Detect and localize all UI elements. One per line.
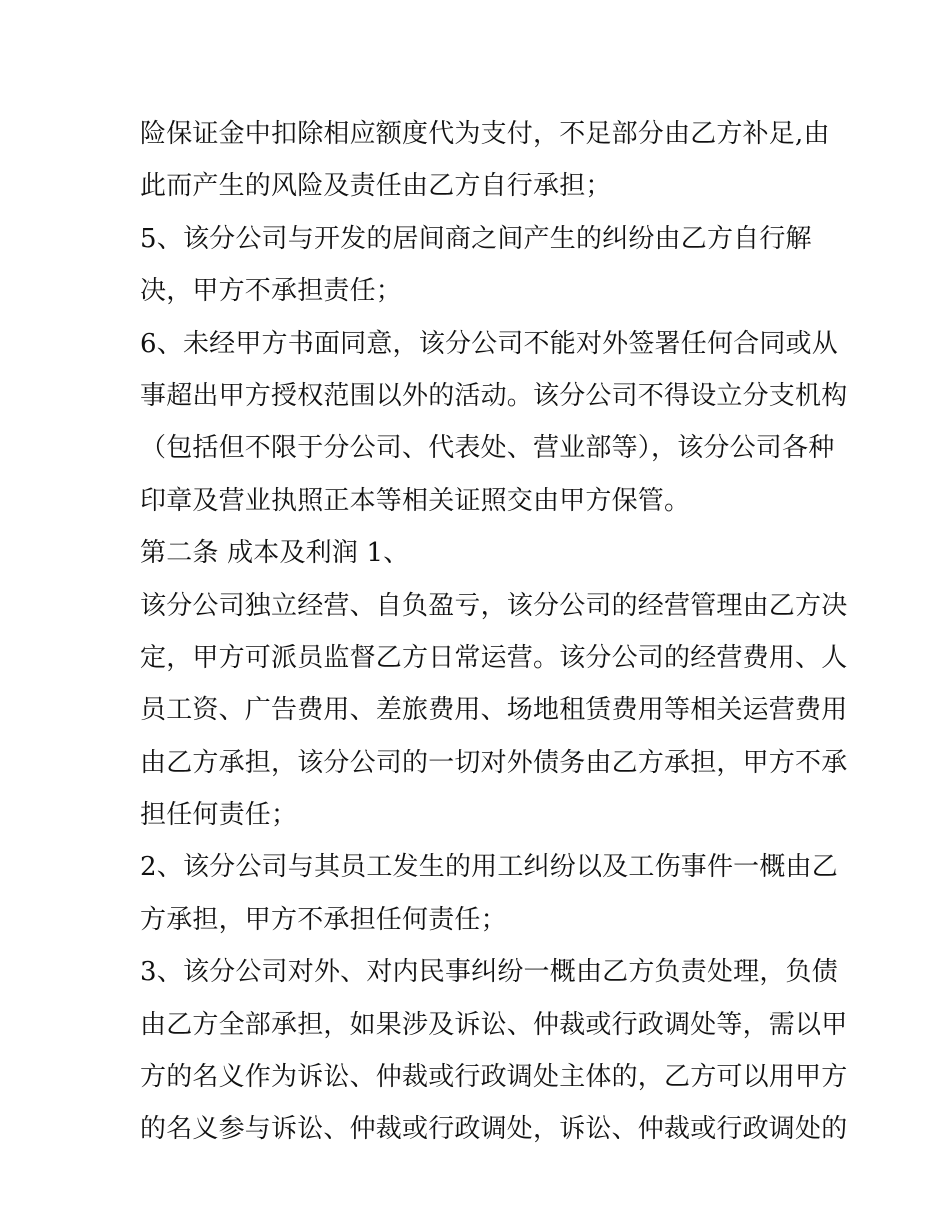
text-line: 印章及营业执照正本等相关证照交由甲方保管。	[140, 485, 691, 516]
article-2-heading: 第二条 成本及利润 1、	[140, 538, 410, 569]
text-line: 此而产生的风险及责任由乙方自行承担；	[140, 171, 612, 202]
text-line: 事超出甲方授权范围以外的活动。该分公司不得设立分支机构	[140, 380, 848, 411]
text-line: 方承担，甲方不承担任何责任；	[140, 904, 507, 935]
text-line: 决，甲方不承担责任；	[140, 276, 403, 307]
text-line: 定，甲方可派员监督乙方日常运营。该分公司的经营费用、人	[140, 642, 848, 673]
text-line: 由乙方全部承担，如果涉及诉讼、仲裁或行政调处等，需以甲	[140, 1009, 848, 1040]
clause-3-line: 3、该分公司对外、对内民事纠纷一概由乙方负责处理，负债	[140, 957, 838, 988]
contract-text-body	[140, 108, 848, 1156]
clause-2-line: 2、该分公司与其员工发生的用工纠纷以及工伤事件一概由乙	[140, 852, 838, 883]
text-line: 由乙方承担，该分公司的一切对外债务由乙方承担，甲方不承	[140, 747, 848, 778]
text-line: 担任何责任；	[140, 800, 298, 831]
text-line: 员工资、广告费用、差旅费用、场地租赁费用等相关运营费用	[140, 695, 848, 726]
clause-5-line: 5、该分公司与开发的居间商之间产生的纠纷由乙方自行解	[140, 223, 812, 254]
clause-6-line: 6、未经甲方书面同意，该分公司不能对外签署任何合同或从	[140, 328, 838, 359]
text-line: 的名义参与诉讼、仲裁或行政调处，诉讼、仲裁或行政调处的	[140, 1114, 848, 1145]
text-line: 方的名义作为诉讼、仲裁或行政调处主体的，乙方可以用甲方	[140, 1062, 848, 1093]
text-line: 该分公司独立经营、自负盈亏，该分公司的经营管理由乙方决	[140, 590, 848, 621]
text-line: （包括但不限于分公司、代表处、营业部等），该分公司各种	[140, 433, 835, 464]
text-line: 险保证金中扣除相应额度代为支付，不足部分由乙方补足,由	[140, 119, 830, 149]
